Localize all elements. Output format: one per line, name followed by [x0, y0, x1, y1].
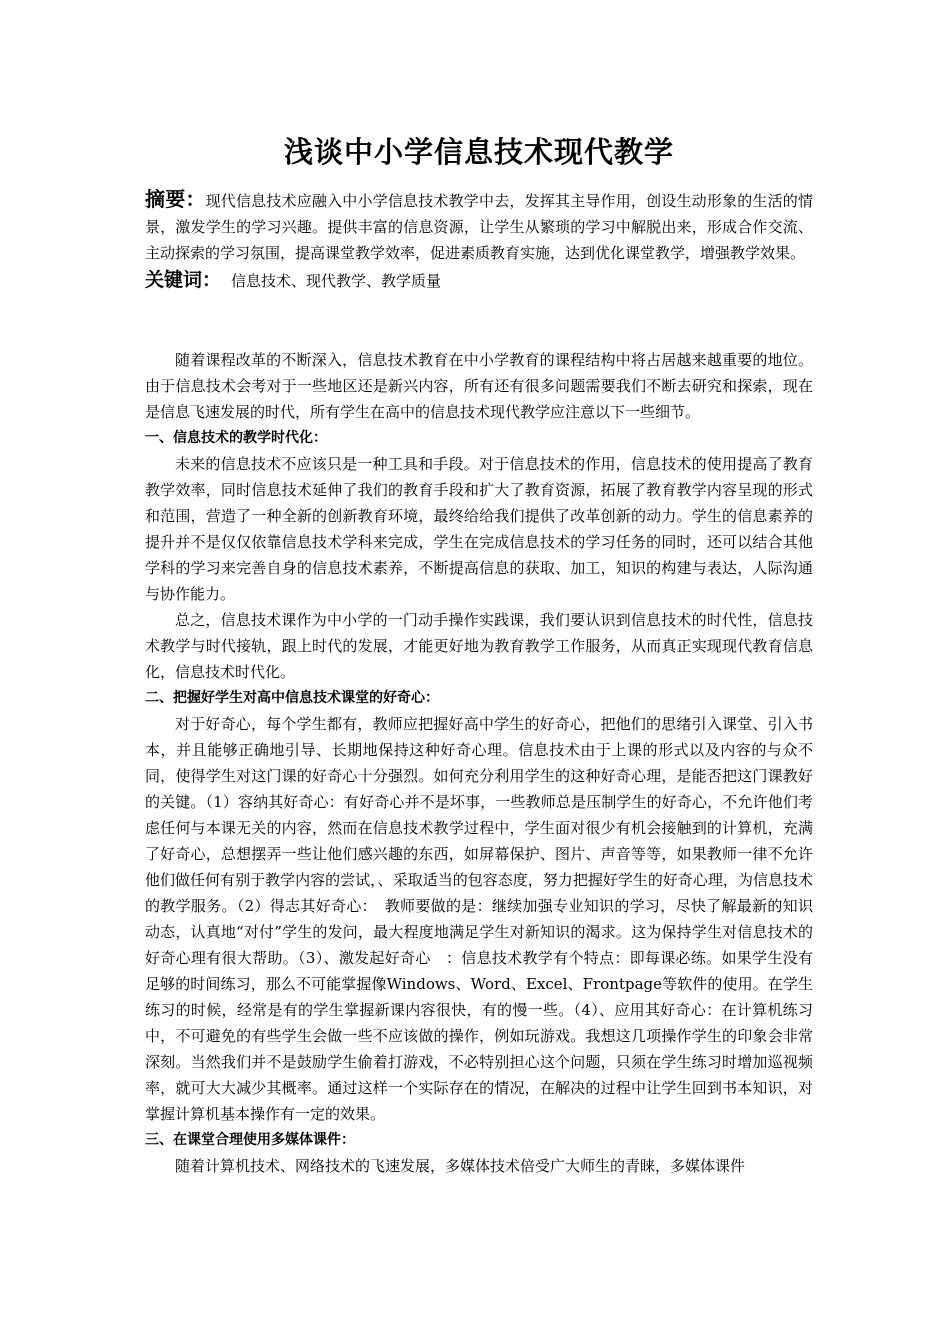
keywords: [145, 266, 813, 295]
section-1-paragraph: 未来的信息技术不应该只是一种工具和手段。对于信息技术的作用，信息技术的使用提高了教育教学效率，同时信息技术延伸了我们的教育手段和扩大了教育资源，拓展了教育教学内容呈现的形式和范围，营造了一种全新的创新教育环境，最终给给我们提供了改革创新的动力。学生的信息素养的提升并不是仅仅依靠信息技术学科来完成，学生在完成信息技术的学习任务的同时，还可以结合其他学科的学习来完善自身的信息技术素养，不断提高信息的获取、加工，知识的构建与表达，人际沟通与协作能力。: [145, 455, 813, 603]
keywords-text: 信息技术、现代教学、教学质量: [231, 272, 442, 290]
document-page: [145, 118, 813, 1179]
abstract-text: 现代信息技术应融入中小学信息技术教学中去，发挥其主导作用，创设生动形象的生活的情景，激发学生的学习兴趣。提供丰富的信息资源，让学生从繁琐的学习中解脱出来，形成合作交流、主动探索的学习氛围，提高课堂教学效率，促进素质教育实施，达到优化课堂教学，增强教学效果。: [145, 192, 813, 262]
section-1-heading: 一、信息技术的教学时代化：: [145, 430, 327, 446]
document-body: [145, 347, 813, 1179]
section-3-paragraph: 随着计算机技术、网络技术的飞速发展，多媒体技术倍受广大师生的青睐，多媒体课件: [175, 1157, 746, 1175]
section-1-paragraph: 总之，信息技术课作为中小学的一门动手操作实践课，我们要认识到信息技术的时代性，信息技术教学与时代接轨，跟上时代的发展，才能更好地为教育教学工作服务，从而真正实现现代教育信息化，信息技术时代化。: [145, 611, 813, 681]
section-2-paragraph: 对于好奇心，每个学生都有，教师应把握好高中学生的好奇心，把他们的思绪引入课堂、引入书本，并且能够正确地引导、长期地保持这种好奇心理。信息技术由于上课的形式以及内容的与众不同，使得学生对这门课的好奇心十分强烈。如何充分利用学生的这种好奇心理，是能否把这门课教好的关键。（1）容纳其好奇心：有好奇心并不是坏事，一些教师总是压制学生的好奇心，不允许他们考虑任何与本课无关的内容，然而在信息技术教学过程中，学生面对很少有机会接触到的计算机，充满了好奇心，总想摆弄一些让他们感兴趣的东西，如屏幕保护、图片、声音等等，如果教师一律不允许他们做任何有别于教学内容的尝试，、采取适当的包容态度，努力把握好学生的好奇心理，为信息技术的教学服务。（2）得志其好奇心： 教师要做的是：继续加强专业知识的学习，尽快了解最新的知识动态，认真地“对付”学生的发问，最大程度地满足学生对新知识的渴求。这为保持学生对信息技术的好奇心理有很大帮助。（3）、激发起好奇心 ：信息技术教学有个特点：即每课必练。如果学生没有足够的时间练习，那么不可能掌握像Windows、Word、Excel、Frontpage等软件的使用。在学生练习的时候，经常是有的学生掌握新课内容很快，有的慢一些。（4）、应用其好奇心：在计算机练习中，不可避免的有些学生会做一些不应该做的操作，例如玩游戏。我想这几项操作学生的印象会非常深刻。当然我们并不是鼓励学生偷着打游戏，不必特别担心这个问题，只须在学生练习时增加巡视频率，就可大大减少其概率。通过这样一个实际存在的情况，在解决的过程中让学生回到书本知识，对掌握计算机基本操作有一定的效果。: [145, 715, 813, 1123]
section-3-heading: 三、在课堂合理使用多媒体课件：: [145, 1132, 355, 1148]
keywords-label: 关键词：: [145, 269, 222, 291]
document-title: 浅谈中小学信息技术现代教学: [283, 135, 674, 169]
section-2-heading: 二、把握好学生对高中信息技术课堂的好奇心：: [145, 690, 439, 706]
intro-paragraph: 随着课程改革的不断深入，信息技术教育在中小学教育的课程结构中将占居越来越重要的地位。由于信息技术会考对于一些地区还是新兴内容，所有还有很多问题需要我们不断去研究和探索，现在是信息飞速发展的时代，所有学生在高中的信息技术现代教学应注意以下一些细节。: [145, 351, 813, 421]
abstract: [145, 186, 813, 266]
abstract-label: 摘要：: [145, 187, 206, 211]
